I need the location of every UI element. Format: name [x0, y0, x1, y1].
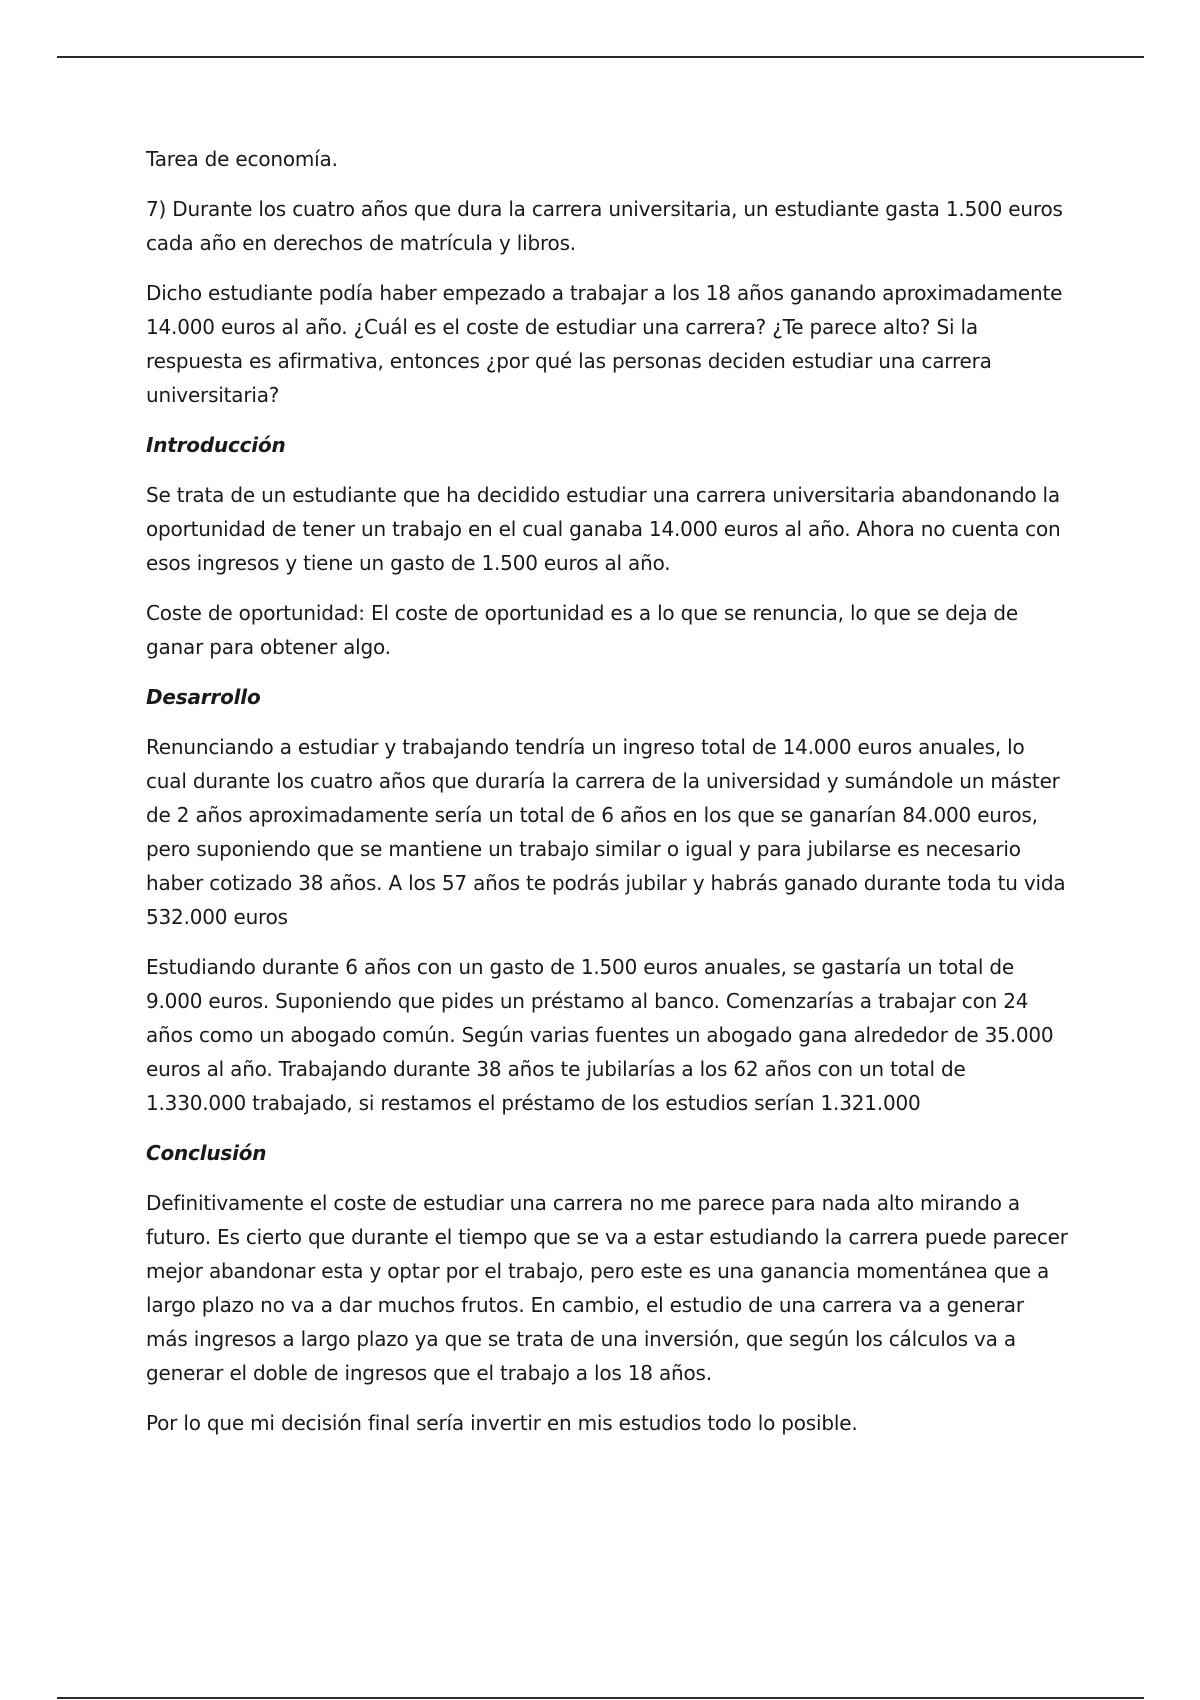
document-body: [146, 142, 1071, 1456]
development-heading: Desarrollo: [146, 685, 261, 709]
development-paragraph-1: Renunciando a estudiar y trabajando tendría un ingreso total de 14.000 euros anuales, lo cual durante los cuatro años que duraría la carrera de la universidad y sumándole un máster de 2 años aproximadamente sería un total de 6 años en los que se ganarían 84.000 euros, pero suponiendo que se mantiene un trabajo similar o igual y para jubilarse es necesario haber cotizado 38 años. A los 57 años te podrás jubilar y habrás ganado durante toda tu vida 532.000 euros: [146, 735, 1066, 929]
conclusion-heading: Conclusión: [146, 1141, 267, 1165]
assignment-label: Tarea de economía.: [146, 147, 338, 171]
conclusion-paragraph-1: Definitivamente el coste de estudiar una carrera no me parece para nada alto mirando a futuro. Es cierto que durante el tiempo que se va a estar estudiando la carrera puede parecer mejor abandonar esta y optar por el trabajo, pero este es una ganancia momentánea que a largo plazo no va a dar muchos frutos. En cambio, el estudio de una carrera va a generar más ingresos a largo plazo ya que se trata de una inversión, que según los cálculos va a generar el doble de ingresos que el trabajo a los 18 años.: [146, 1191, 1068, 1385]
development-paragraph-2: Estudiando durante 6 años con un gasto de 1.500 euros anuales, se gastaría un total de 9.000 euros. Suponiendo que pides un préstamo al banco. Comenzarías a trabajar con 24 años como un abogado común. Según varias fuentes un abogado gana alrededor de 35.000 euros al año. Trabajando durante 38 años te jubilarías a los 62 años con un total de 1.330.000 trabajado, si restamos el préstamo de los estudios serían 1.321.000: [146, 955, 1054, 1115]
footer-rule: [57, 1697, 1144, 1699]
introduction-paragraph-1: Se trata de un estudiante que ha decidido estudiar una carrera universitaria abandonando la oportunidad de tener un trabajo en el cual ganaba 14.000 euros al año. Ahora no cuenta con esos ingresos y tiene un gasto de 1.500 euros al año.: [146, 483, 1061, 575]
header-rule: [57, 56, 1144, 58]
conclusion-paragraph-2: Por lo que mi decisión final sería invertir en mis estudios todo lo posible.: [146, 1411, 858, 1435]
question-paragraph-2: Dicho estudiante podía haber empezado a trabajar a los 18 años ganando aproximadamente 14.000 euros al año. ¿Cuál es el coste de estudiar una carrera? ¿Te parece alto? Si la respuesta es afirmativa, entonces ¿por qué las personas deciden estudiar una carrera universitaria?: [146, 281, 1063, 407]
question-paragraph-1: 7) Durante los cuatro años que dura la carrera universitaria, un estudiante gasta 1.500 euros cada año en derechos de matrícula y libros.: [146, 197, 1063, 255]
introduction-heading: Introducción: [146, 433, 286, 457]
introduction-paragraph-2: Coste de oportunidad: El coste de oportunidad es a lo que se renuncia, lo que se deja de ganar para obtener algo.: [146, 601, 1019, 659]
